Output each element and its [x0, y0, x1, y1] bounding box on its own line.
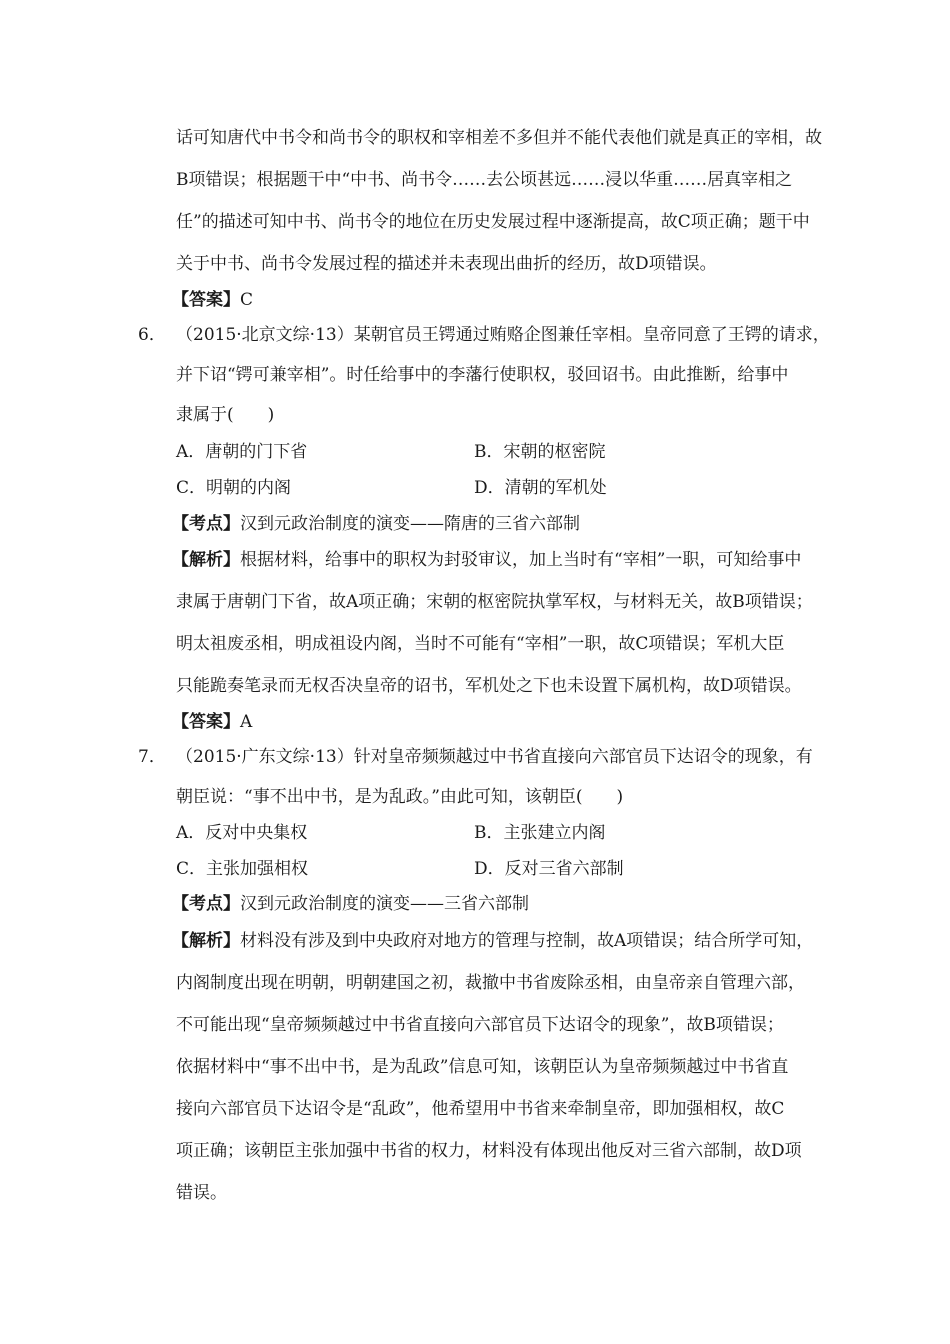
option-d: D．反对三省六部制 [474, 859, 624, 879]
analysis-line: 话可知唐代中书令和尚书令的职权和宰相差不多但并不能代表他们就是真正的宰相，故 [176, 128, 822, 148]
option-a: A．反对中央集权 [176, 823, 308, 843]
analysis-line: 项正确；该朝臣主张加强中书省的权力，材料没有体现出他反对三省六部制，故D项 [176, 1141, 802, 1161]
answer-tag: 【答案】 [172, 712, 240, 732]
analysis-line: 不可能出现“皇帝频频越过中书省直接向六部官员下达诏令的现象”，故B项错误； [176, 1015, 784, 1035]
answer-line [172, 290, 253, 310]
analysis-line: 只能跪奏笔录而无权否决皇帝的诏书，军机处之下也未设置下属机构，故D项错误。 [176, 676, 802, 696]
option-b: B．主张建立内阁 [474, 823, 606, 843]
question-number: 6． [138, 325, 166, 345]
knowledge-point [172, 894, 529, 914]
analysis-text: 根据材料，给事中的职权为封驳审议，加上当时有“宰相”一职，可知给事中 [240, 550, 802, 570]
option-d: D．清朝的军机处 [474, 478, 607, 498]
point-tag: 【考点】 [172, 514, 240, 534]
option-c: C．主张加强相权 [176, 859, 309, 879]
question-stem-line: 朝臣说：“事不出中书，是为乱政。”由此可知，该朝臣( ) [176, 787, 624, 807]
analysis-line [172, 550, 801, 570]
analysis-tag: 【解析】 [172, 550, 240, 570]
knowledge-point [172, 514, 580, 534]
analysis-line: B项错误；根据题干中“中书、尚书令……去公顷甚远……浸以华重……居真宰相之 [176, 170, 793, 190]
answer-tag: 【答案】 [172, 290, 240, 310]
answer-value: C [240, 290, 254, 310]
point-text: 汉到元政治制度的演变——隋唐的三省六部制 [240, 514, 580, 534]
analysis-line: 隶属于唐朝门下省，故A项正确；宋朝的枢密院执掌军权，与材料无关，故B项错误； [176, 592, 813, 612]
question-stem-line: 隶属于( ) [176, 405, 275, 425]
analysis-line: 明太祖废丞相，明成祖设内阁，当时不可能有“宰相”一职，故C项错误；军机大臣 [176, 634, 785, 654]
analysis-tag: 【解析】 [172, 931, 240, 951]
question-stem-line: （2015·广东文综·13）针对皇帝频频越过中书省直接向六部官员下达诏令的现象，有 [176, 747, 813, 767]
option-a: A．唐朝的门下省 [176, 442, 308, 462]
question-stem-line: （2015·北京文综·13）某朝官员王锷通过贿赂企图兼任宰相。皇帝同意了王锷的请求， [176, 325, 830, 345]
analysis-line: 接向六部官员下达诏令是“乱政”，他希望用中书省来牵制皇帝，即加强相权，故C [176, 1099, 785, 1119]
analysis-line [172, 931, 813, 951]
option-b: B．宋朝的枢密院 [474, 442, 606, 462]
analysis-line: 错误。 [176, 1183, 227, 1203]
answer-line [172, 712, 252, 732]
point-text: 汉到元政治制度的演变——三省六部制 [240, 894, 529, 914]
analysis-text: 材料没有涉及到中央政府对地方的管理与控制，故A项错误；结合所学可知， [240, 931, 814, 951]
analysis-line: 任”的描述可知中书、尚书令的地位在历史发展过程中逐渐提高，故C项正确；题干中 [176, 212, 810, 232]
analysis-line: 依据材料中“事不出中书，是为乱政”信息可知，该朝臣认为皇帝频频越过中书省直 [176, 1057, 789, 1077]
question-number: 7． [138, 747, 166, 767]
question-stem-line: 并下诏“锷可兼宰相”。时任给事中的李藩行使职权，驳回诏书。由此推断，给事中 [176, 365, 789, 385]
answer-value: A [240, 712, 253, 732]
analysis-line: 内阁制度出现在明朝，明朝建国之初，裁撤中书省废除丞相，由皇帝亲自管理六部， [176, 973, 805, 993]
analysis-line: 关于中书、尚书令发展过程的描述并未表现出曲折的经历，故D项错误。 [176, 254, 717, 274]
option-c: C．明朝的内阁 [176, 478, 292, 498]
point-tag: 【考点】 [172, 894, 240, 914]
